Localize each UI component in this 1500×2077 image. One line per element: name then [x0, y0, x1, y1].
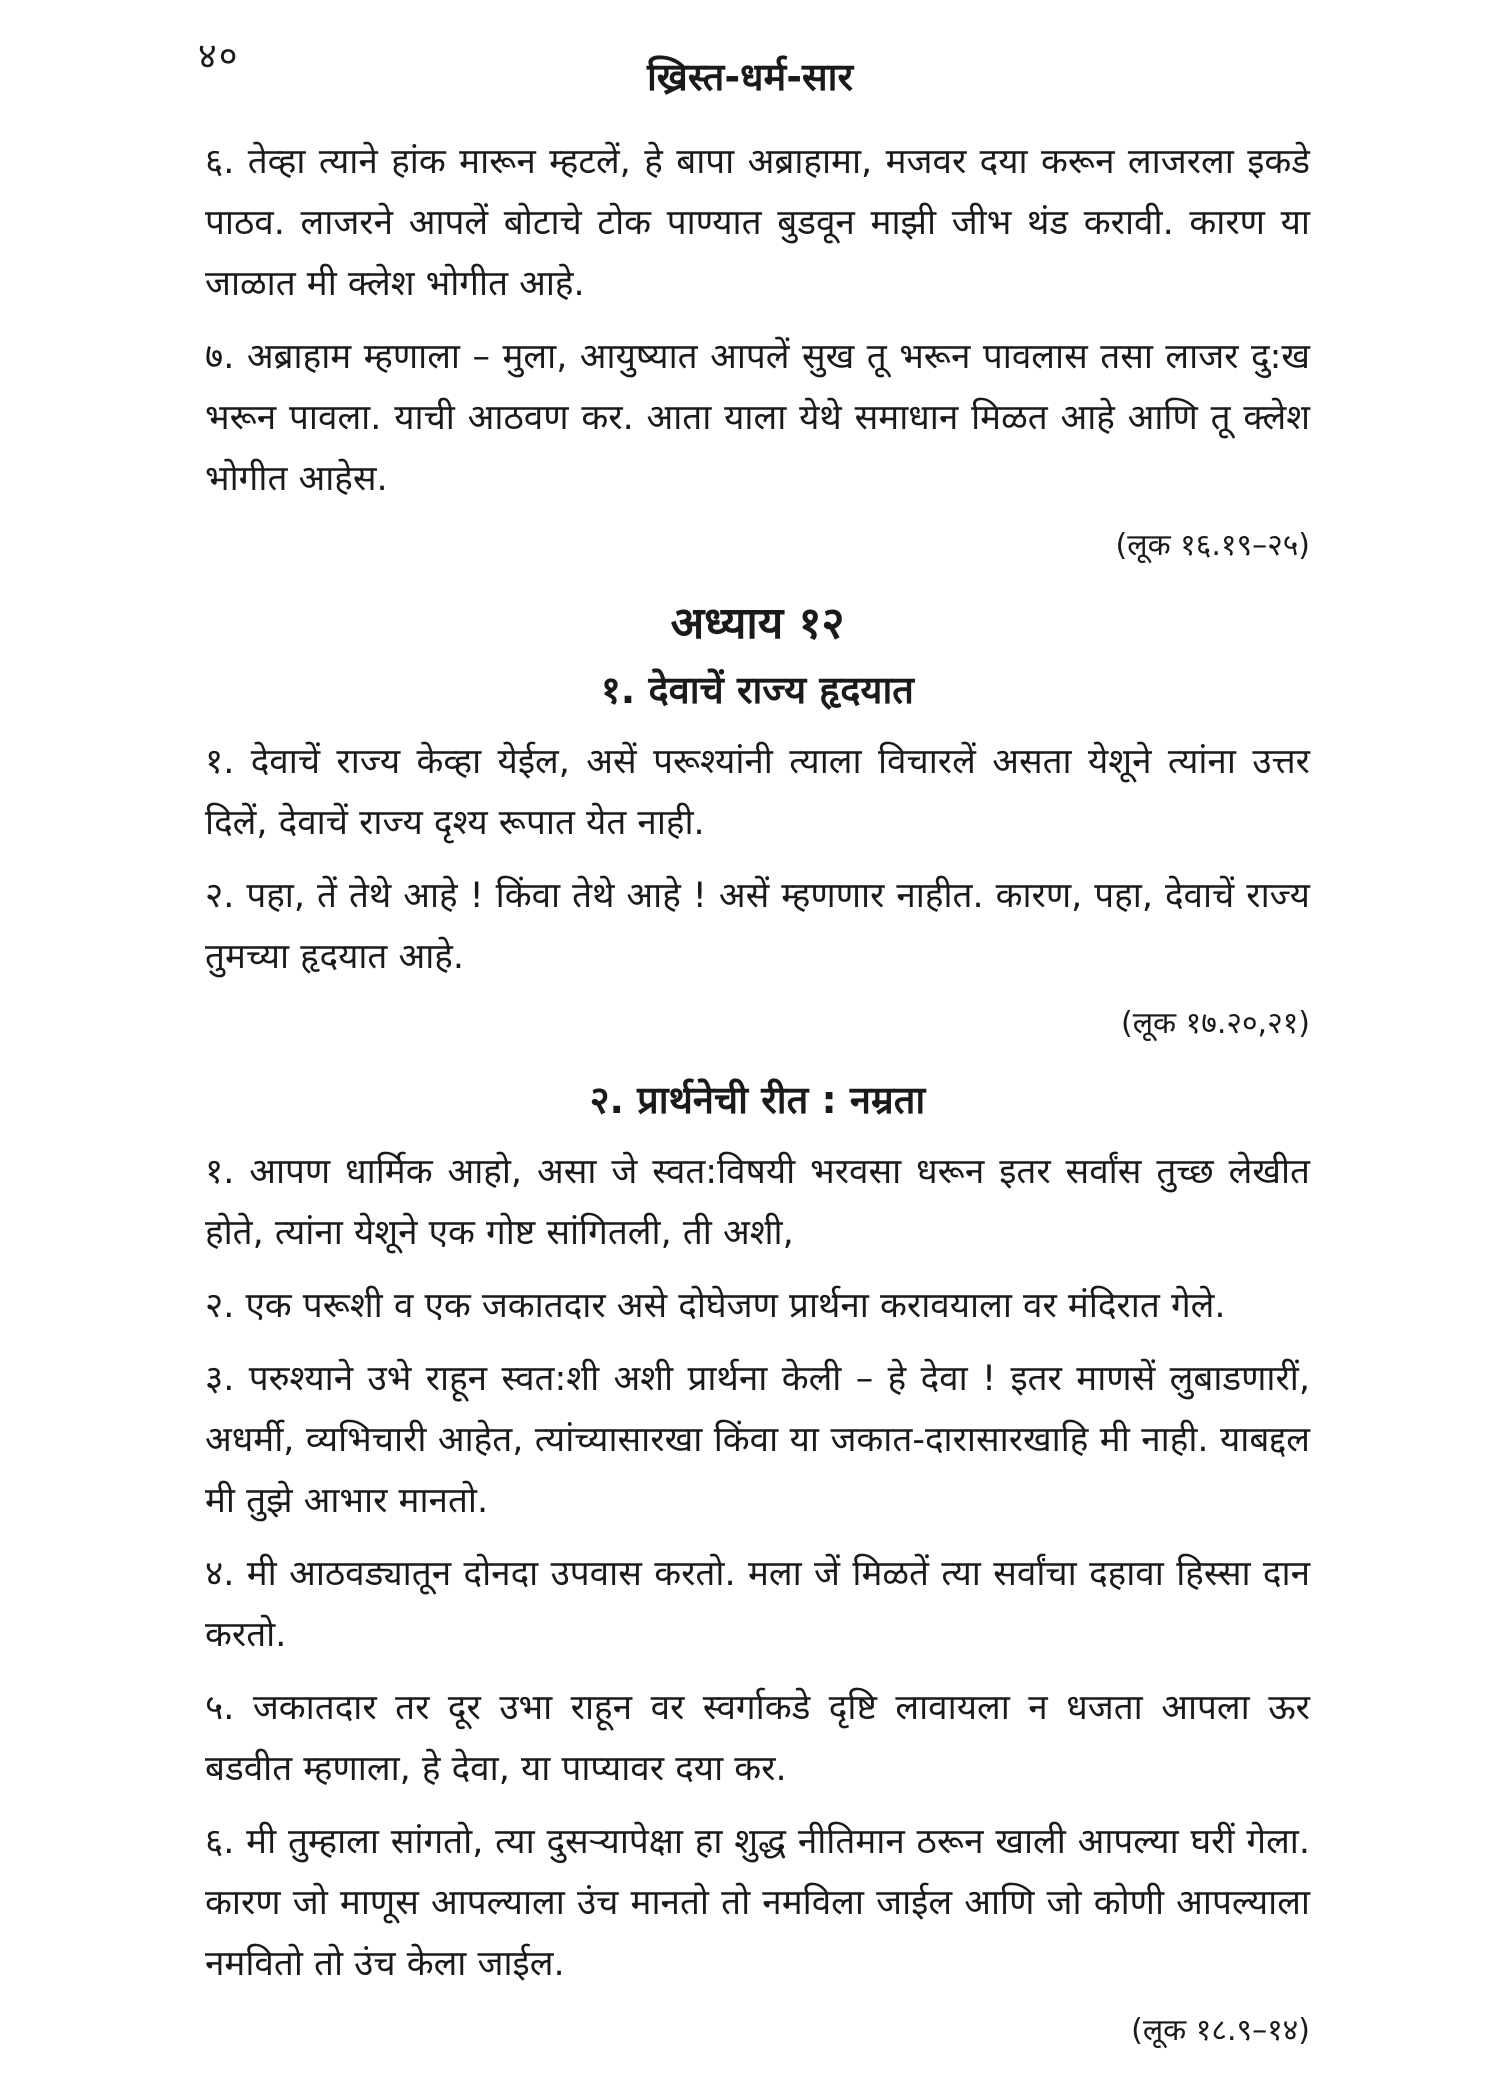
paragraph: १. आपण धार्मिक आहो, असा जे स्वत:विषयी भरवसा धरून इतर सर्वांस तुच्छ लेखीत होते, त्यांना येशूने एक गोष्ट सांगितली, ती अशी, [205, 1152, 1310, 1253]
scripture-reference: (लूक १६.१९–२५) [1115, 528, 1310, 563]
paragraph: ४. मी आठवड्यातून दोनदा उपवास करतो. मला जें मिळतें त्या सर्वांचा दहावा हिस्सा दान करतो. [205, 1554, 1310, 1655]
paragraph: ६. मी तुम्हाला सांगतो, त्या दुसऱ्यापेक्षा हा शुद्ध नीतिमान ठरून खाली आपल्या घरीं गेला. कारण जो माणूस आपल्याला उंच मानतो तो नमविला जाईल आणि जो कोणी आपल्याला नमवितो तो उंच केला जाईल. [205, 1822, 1310, 1984]
chapter-title: अध्याय १२ [670, 598, 845, 649]
paragraph: १. देवाचें राज्य केव्हा येईल, असें परूश्यांनी त्याला विचारलें असता येशूने त्यांना उत्तर दिलें, देवाचें राज्य दृश्य रूपात येत नाही. [205, 742, 1310, 843]
page-body [205, 132, 1310, 2077]
section-heading: २. प्रार्थनेची रीत : नम्रता [589, 1078, 926, 1122]
paragraph: ५. जकातदार तर दूर उभा राहून वर स्वर्गाकडे दृष्टि लावायला न धजता आपला ऊर बडवीत म्हणाला, हे देवा, या पाप्यावर दया कर. [205, 1688, 1310, 1789]
scripture-reference: (लूक १७.२०,२१) [1121, 1006, 1310, 1041]
paragraph: २. पहा, तें तेथे आहे ! किंवा तेथे आहे ! असें म्हणणार नाहीत. कारण, पहा, देवाचें राज्य तुमच्या हृदयात आहे. [205, 876, 1310, 977]
paragraph: ७. अब्राहाम म्हणाला – मुला, आयुष्यात आपलें सुख तू भरून पावलास तसा लाजर दु:ख भरून पावला. याची आठवण कर. आता याला येथे समाधान मिळत आहे आणि तू क्लेश भोगीत आहेस. [205, 337, 1310, 499]
section-heading: १. देवाचें राज्य हृदयात [601, 668, 914, 712]
paragraph: ६. तेव्हा त्याने हांक मारून म्हटलें, हे बापा अब्राहामा, मजवर दया करून लाजरला इकडे पाठव. लाजरने आपलें बोटाचे टोक पाण्यात बुडवून माझी जीभ थंड करावी. कारण या जाळात मी क्लेश भोगीत आहे. [205, 142, 1310, 304]
page-number: ४० [198, 36, 240, 77]
scripture-reference: (लूक १८.९–१४) [1131, 2013, 1310, 2048]
running-title: ख्रिस्त-धर्म-सार [646, 55, 854, 99]
paragraph: २. एक परूशी व एक जकातदार असे दोघेजण प्रार्थना करावयाला वर मंदिरात गेले. [205, 1286, 1226, 1326]
paragraph: ३. परुश्याने उभे राहून स्वत:शी अशी प्रार्थना केली – हे देवा ! इतर माणसें लुबाडणारीं, अधर्मी, व्यभिचारी आहेत, त्यांच्यासारखा किंवा या जकात-दारासारखाहि मी नाही. याबद्दल मी तुझे आभार मानतो. [205, 1359, 1310, 1521]
